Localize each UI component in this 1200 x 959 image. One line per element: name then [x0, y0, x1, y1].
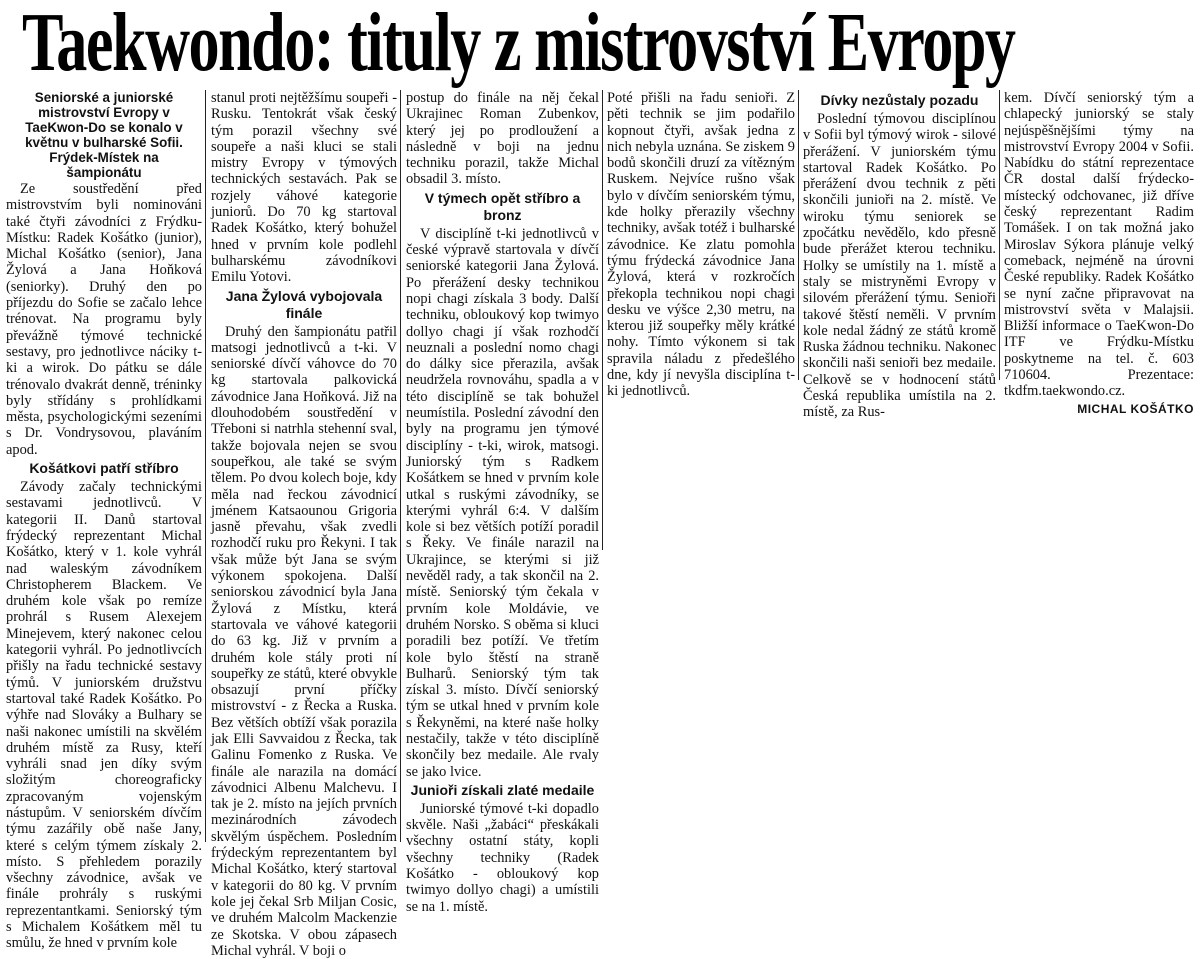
column-3: [406, 90, 599, 915]
column-2: [211, 90, 397, 959]
column-5: [803, 90, 996, 852]
column-divider: [999, 90, 1000, 380]
body-paragraph: Poté přišli na řadu senioři. Z pěti technik se jim podařilo kopnout čtyři, avšak jedna z nich nebyla uznána. Se ziskem 9 bodů skončili druzí za vítězným Ruskem. Nejvíce rušno však bylo v dívčím seniorském týmu, kde holky přerazily všechny techniky, avšak totéž i bulharské závodnice. Ke zlatu pomohla týmu frýdecká závodnice Jana Žylová, která v rozkročích překopla technikou nopi chagi desku ve výšce 2,30 metru, na kterou již soupeřky měly krátké nohy. Tímto výkonem si tak spravila náladu z předešlého dne, kdy jí nevyšla disciplína t-ki jednotlivců.: [607, 90, 795, 400]
column-divider: [205, 90, 206, 842]
column-divider: [400, 90, 401, 842]
column-6: [1004, 90, 1194, 852]
subheading: Junioři získali zlaté medaile: [410, 781, 595, 798]
body-paragraph: Poslední týmovou disciplínou v Sofii byl týmový wirok - silové přerážení. V juniorském týmu startoval Radek Košátko. Po přerážení dvou technik z pěti skončili junioři na 2. místě. Ve wiroku týmu seniorek se zpočátku nevědělo, kdo přesně bude přerážet kterou techniku. Holky se umístily na 1. místě a staly se mistryněmi Evropy v silovém přerážení týmu. Senioři takové štěstí neměli. V prvním kole nedal žádný ze států kromě Ruska žádnou techniku. Nakonec skončili naši senioři bez medaile. Celkově se v hodnocení států Česká republika umístila na 2. místě, za Rus-: [803, 111, 996, 421]
column-1: [6, 90, 202, 952]
body-paragraph: stanul proti nejtěžšímu soupeři - Rusku. Tentokrát však český tým porazil všechny své soupeře a naši kluci se stali mistry Evropy v týmových technických sestavách. Pak se rozjely váhové kategorie juniorů. Do 70 kg startoval Radek Košátko, který bohužel hned v prvním kole podlehl bulharskému závodníkovi Emilu Yotovi.: [211, 90, 397, 286]
headline: Taekwondo: tituly z mistrovství Evropy: [22, 0, 1015, 89]
body-paragraph: postup do finále na něj čekal Ukrajinec Roman Zubenkov, který jej po prodloužení a následně v boji na jednu techniku porazil, takže Michal obsadil 3. místo.: [406, 90, 599, 188]
body-paragraph: Závody začaly technickými sestavami jednotlivců. V kategorii II. Danů startoval frýdecký reprezentant Michal Košátko, který v 1. kole vyhrál nad waleským závodníkem Christopherem Blackem. Ve druhém kole však po remíze prohrál s Rusem Alexejem Minejevem, který nakonec celou kategorii vyhrál. Po jednotlivcích přišly na řadu technické sestavy týmů. V juniorském družstvu startoval také Radek Košátko. Po výhře nad Slováky a Bulhary se naši nakonec umístili na skvělém druhém místě za Rusy, kteří vyhráli snad jen díky svým složitým choreograficky zpracovaným vojenským nástupům. V seniorském dívčím týmu zazářily obě naše Jany, které s celým týmem získaly 2. místo. S přehledem porazily všechny závodnice, avšak ve finále prohrály s ruskými reprezentantkami. Seniorský tým s Michalem Košátkem měl tu smůlu, že hned v prvním kole: [6, 479, 202, 952]
lead-paragraph: Seniorské a juniorské mistrovství Evropy v TaeKwon-Do se konalo v květnu v bulharské Sofii. Frýdek-Místek na šampionátu: [25, 90, 183, 180]
body-paragraph: Ze soustředění před mistrovstvím byli nominováni také čtyři závodníci z Frýdku-Místku: Radek Košátko (junior), Michal Košátko (senior), Jana Žylová a Jana Hoňková (seniorky). Druhý den po příjezdu do Sofie se začalo lehce trénovat. Na programu byly převážně týmové technické sestavy, pro jednotlivce náciky t-ki a wirok. Do pátku se dále trénovalo dvakrát denně, tréninky byly střídány s prohlídkami města, psychologickými sezeními s Dr. Vondrysovou, plaváním apod.: [6, 181, 202, 458]
body-paragraph: Juniorské týmové t-ki dopadlo skvěle. Naši „žabáci“ přeskákali všechny ostatní státy, kopli všechny techniky (Radek Košátko - obloukový kop twimyo dollyo chagi) a umístili se na 1. místě.: [406, 800, 599, 915]
subheading: Košátkovi patří stříbro: [29, 460, 179, 477]
column-divider: [798, 90, 799, 380]
body-paragraph: kem. Dívčí seniorský tým a chlapecký juniorský se staly nejúspěšnějšími týmy na mistrovství Evropy 2004 v Sofii. Nabídku do státní reprezentace ČR dostal další frýdecko-místecký odchovanec, již dříve český reprezentant Radim Tomášek. I on tak možná jako Miroslav Sýkora plánuje velký comeback, nejméně na úrovni České republiky. Radek Košátko se nyní začne připravovat na mistrovství světa v Malajsii. Bližší informace o TaeKwon-Do ITF ve Frýdku-Místku poskytneme na tel. č. 603 710604. Prezentace: tkdfm.taekwondo.cz.: [1004, 90, 1194, 400]
column-divider: [602, 90, 603, 550]
author-byline: MICHAL KOŠÁTKO: [1077, 401, 1194, 416]
body-paragraph: Druhý den šampionátu patřil matsogi jednotlivců a t-ki. V seniorské dívčí váhovce do 70 kg startovala palkovická závodnice Jana Hoňková. Již na dlouhodobém soustředění v Třeboni si natrhla stehenní sval, takže bojovala nejen se svou soupeřkou, ale také se svým tělem. Po dvou kolech boje, kdy měla nad řeckou závodnicí jménem Katsaounou Grigoria jasně převahu, však zvedli rozhodčí ruku pro Řekyni. I tak však může být Jana se svým výkonem spokojena. Další seniorskou závodnicí byla Jana Žylová z Místku, která startovala ve váhové kategorii do 63 kg. Již v prvním a druhém kole stály proti ní soupeřky ze států, které obvykle obsazují první příčky mistrovství - z Řecka a Ruska. Bez větších obtíží však porazila jak Elli Savvaidou z Řecka, tak Galinu Fomenko z Ruska. Ve finále ale narazila na domácí závodnici Albenu Malchevu. I tak je 2. místo na jejích prvních mezinárodních závodech skvělým úspěchem. Posledním frýdeckým reprezentantem byl Michal Košátko, který startoval v kategorii do 80 kg. V prvním kole jej čekal Srb Miljan Cosic, ve druhém Malcolm Mackenzie ze Skotska. V obou zápasech Michal vyhrál. V boji o: [211, 323, 397, 959]
subheading: Jana Žylová vybojovala finále: [225, 287, 383, 321]
body-paragraph: V disciplíně t-ki jednotlivců v české výpravě startovala v dívčí seniorské kategorii Jana Žylová. Po přerážení desky technikou nopi chagi získala 3 body. Další techniku, obloukový kop twimyo dollyo chagi jí však rozhodčí neuznali a poslední nomo chagi do dálky sice přerazila, avšak neudržela rovnováhu, spadla a v této disciplíně se tak bohužel neumístila. Poslední závodní den byly na programu jen týmové disciplíny - t-ki, wirok, matsogi. Juniorský tým s Radkem Košátkem se hned v prvním kole utkal s ruskými závodníky, se kterými vyhrál 6:4. V dalším kole si bez větších potíží poradil s Řeky. Ve finále narazil na Ukrajince, se kterými si již nevěděl rady, a tak skončil na 2. místě. Seniorský tým čekala v prvním kole Moldávie, ve druhém Norsko. S oběma si kluci poradili bez potíží. Ve třetím kole bylo štěstí na straně Bulharů. Seniorský tým tak získal 3. místo. Dívčí seniorský tým se utkal hned v prvním kole s Řekyněmi, na které naše holky nestačily, takže v této disciplíně skončily bez medaile. Ale rvaly se jako lvice.: [406, 225, 599, 780]
subheading: V týmech opět stříbro a bronz: [424, 189, 581, 223]
subheading: Dívky nezůstaly pozadu: [820, 92, 979, 108]
column-4: [607, 90, 795, 852]
